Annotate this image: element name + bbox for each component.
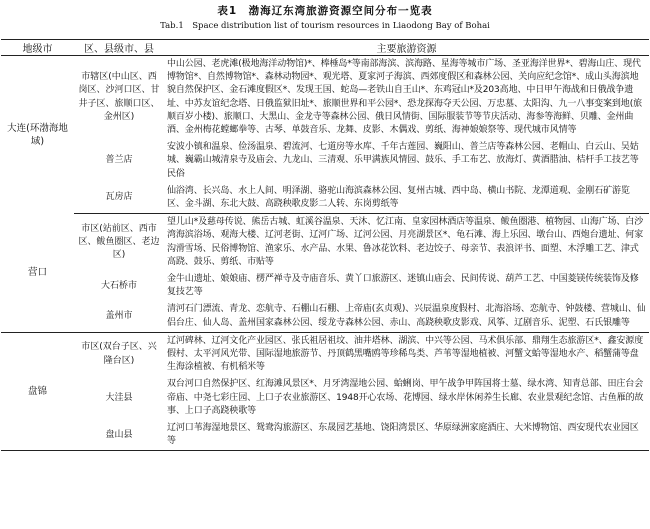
resources-cell: 辽河碑林、辽河文化产业园区、张氏祖居祖坟、油井塔林、湖滨、中兴等公园、马术俱乐部、鼎翔生态旅游区*、鑫安源度假村、太平河风光带、国际湿地旅游节、丹顶鹤黑嘴鸥等珍稀鸟类、芦苇等湿地植被、河蟹文蛤等湿地水产、稻蟹蒲等盘生海涂植被、有机稻米等 xyxy=(167,335,644,373)
city-cell-panjin: 盘锦 xyxy=(1,332,74,451)
district-cell: 市区(双台子区、兴隆台区) xyxy=(81,342,157,366)
district-cell: 普兰店 xyxy=(105,155,133,166)
header-district: 区、县级市、县 xyxy=(74,40,164,56)
table-row xyxy=(1,271,649,301)
resources-cell: 辽河口苇海湿地景区、鸳鸯沟旅游区、东晟园艺基地、饶阳湾景区、华原绿洲家庭酒庄、大米博物馆、西安现代农业园区等 xyxy=(164,420,649,451)
district-cell: 市区(站前区、西市区、鲅鱼圈区、老边区) xyxy=(78,223,160,261)
resources-cell: 仙浴湾、长兴岛、水上人间、明泽湖、骆驼山海滨森林公园、复州古城、西中岛、横山书院、龙潭道观、金刚石矿游览区、金斗湖、东北大鼓、高跷秧歌皮影二人转、东岗剪纸等 xyxy=(164,183,649,214)
district-cell: 盖州市 xyxy=(74,301,164,332)
resources-cell: 金牛山遗址、娘娘庙、楞严禅寺及寺庙音乐、黄丫口旅游区、迷镇山庙会、民间传说、葫芦工艺、中国菱镁传统装饰及修复技艺等 xyxy=(167,274,639,298)
table-caption: 表1 渤海辽东湾旅游资源空间分布一览表 xyxy=(217,5,433,17)
city-cell-yingkou: 营口 xyxy=(1,214,74,333)
table-row xyxy=(1,214,649,271)
table-row xyxy=(1,183,649,214)
district-cell: 大石桥市 xyxy=(100,280,137,291)
header-row xyxy=(1,40,649,56)
city-cell-dalian: 大连(环渤海地域) xyxy=(7,122,68,147)
district-cell: 盘山县 xyxy=(74,420,164,451)
table-row xyxy=(1,332,649,376)
resources-cell: 望儿山*及慈母传说、熊岳古城、虹溪谷温泉、天沐、忆江南、皇家园林酒店等温泉、鲅鱼圈港、植物园、山海广场、白沙湾海滨浴场、观海大楼、辽河老街、辽河广场、辽河公园、月亮湖景区*、龟石滩、海上乐园、墩台山、西炮台遗址、何家沟滑雪场、民俗博物馆、渔家乐、水产品、水果、鲁冰花饮料、老边饺子、母亲节、表浪评书、面塑、木浮雕工艺、津式高跷、鼓乐、剪纸、市贴等 xyxy=(167,217,644,267)
header-resources: 主要旅游资源 xyxy=(164,40,649,56)
resources-cell: 清河石门漂流、青龙、恋航寺、石棚山石棚、上帝庙(玄贞观)、兴辰温泉度假村、北海浴场、恋航寺、钟鼓楼、营城山、仙侣台庄、仙人岛、盖州国家森林公园、绥龙寺森林公园、赤山、高跷秧歌皮影戏、风筝、辽剧音乐、泥塑、石氏银雕等 xyxy=(164,301,649,332)
table-caption-en: Tab.1 Space distribution list of tourism resources in Liaodong Bay of Bohai xyxy=(160,21,490,31)
tourism-resource-table xyxy=(1,39,649,451)
resources-cell: 双台河口自然保护区、红海滩风景区*、月牙湾湿地公园、蛤蜊岗、甲午战争甲阵国将士墓、绿水湾、知青总部、田庄台会帝庙、中尧七彩庄园、上口子农业旅游区、1948开心农场、花博园、绿水岸休闲养生长廊、农业景观纪念馆、古鱼雁的故事、上口子高跷秧歌等 xyxy=(167,379,644,416)
resources-cell: 安波小镇和温泉、俭汤温泉、碧流河、七道房等水库、千年古莲园、巍阳山、普兰店等森林公园、老帽山、白云山、吴姑城、巍霸山城清泉寺及庙会、九龙山、三清观、乐甲满族风情园、鼓乐、手工布艺、放海灯、黄酒腊油、桔杆手工技艺等民俗 xyxy=(167,142,639,179)
table-row xyxy=(1,139,649,183)
table-row xyxy=(1,376,649,420)
table-row xyxy=(1,56,649,140)
district-cell: 瓦房店 xyxy=(74,183,164,214)
district-cell: 市辖区(中山区、西岗区、沙河口区、甘井子区、旅顺口区、金州区) xyxy=(78,72,160,122)
resources-cell: 中山公园、老虎滩(极地海洋动物馆)*、棒棰岛*等南部海滨、滨海路、星海等城市广场、圣亚海洋世界*、碧海山庄、现代博物馆*、自然博物馆*、森林动物园*、观光塔、夏家河子海滨、西郊度假区和森林公园、关向应纪念馆*、成山头海滨地貌自然保护区、金石滩度假区*、发现王国、蛇岛—老铁山自王山*、东鸡冠山*及203高地、中日甲午海战和日俄战争遗址、中苏友谊纪念塔、日俄监狱旧址*、旅顺世界和平公园*、恐龙探海夺天公园、万忠墓、太阳沟、九一八事变案到地(旅顺百岁小楼)、旅顺口、大黑山、金龙寺等森林公园、俄日风情街、国际服装节等节庆活动、海参等海鲜、贝雕、金州曲酒、金州梅花螳螂拳等、古琴、单鼓音乐、龙舞、皮影、木偶戏、剪纸、海神娘娘祭等、现代城市风情等 xyxy=(167,59,643,136)
header-city: 地级市 xyxy=(1,40,74,56)
table-row xyxy=(1,301,649,332)
district-cell: 大洼县 xyxy=(105,392,133,403)
table-row xyxy=(1,420,649,451)
